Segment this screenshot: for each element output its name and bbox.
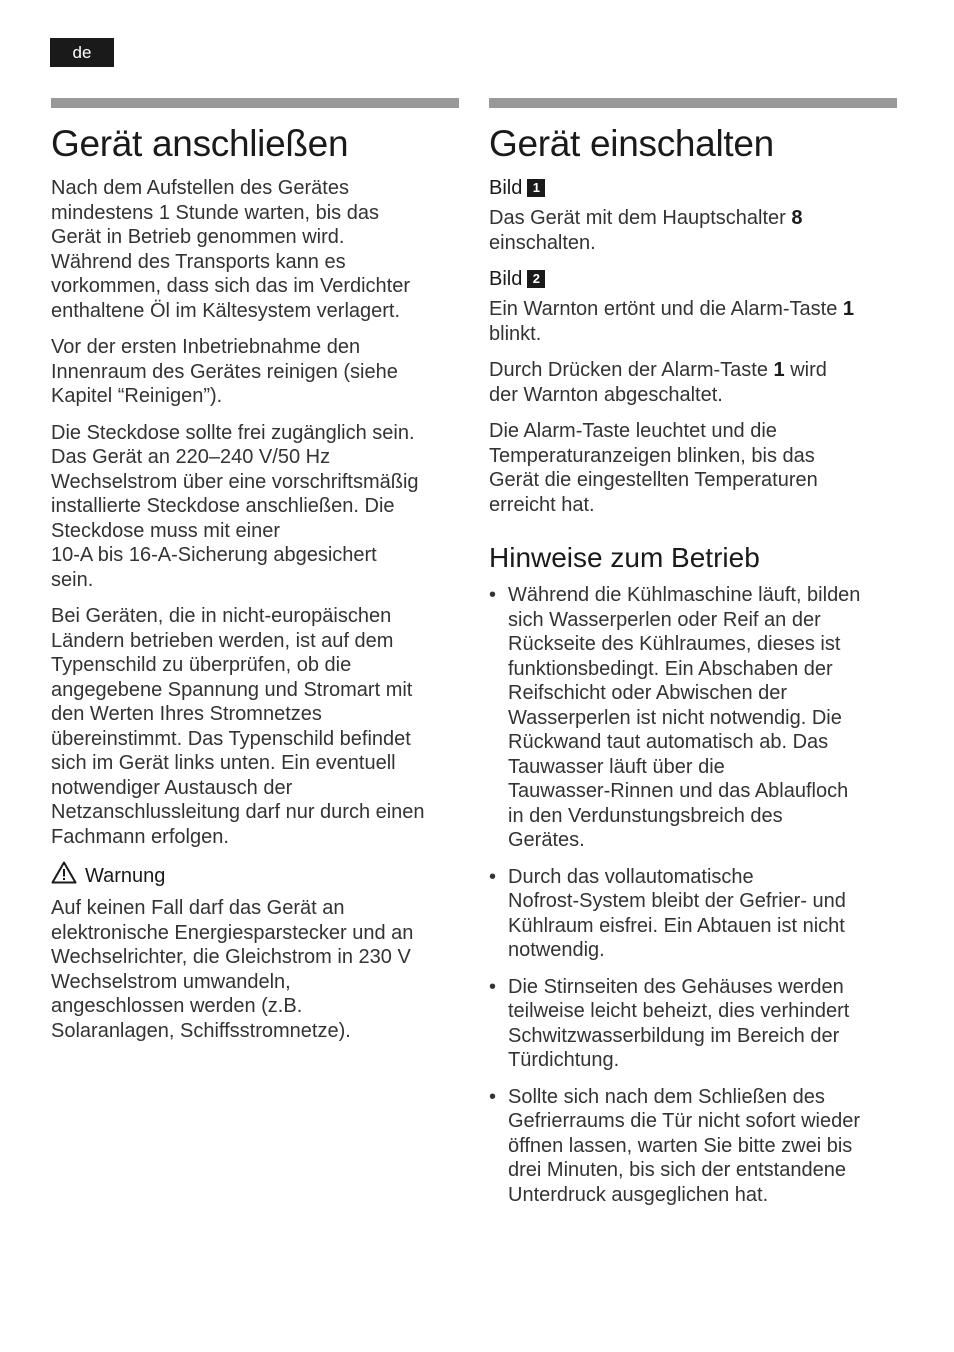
section-switch-on: [489, 98, 899, 1219]
warning-text: Auf keinen Fall darf das Gerät an elektronische Energiesparstecker und an Wechselrichter, die Gleichstrom in 230 V Wechselstrom umwandeln, angeschlossen werden (z.B. Solaranlagen, Schiffsstromnetze).: [51, 897, 414, 1042]
warning-label: Warnung: [85, 864, 166, 887]
list-item: • Durch das vollautomatische Nofrost-System bleibt der Gefrier- und Kühlraum eisfrei. Ein Abtauen ist nicht notwendig.: [489, 865, 899, 963]
warning-heading: [51, 861, 463, 890]
section-title: Gerät einschalten: [489, 123, 774, 164]
figure-reference: Bild 1: [489, 176, 899, 200]
paragraph: Die Steckdose sollte frei zugänglich sein. Das Gerät an 220–240 V/50 Hz Wechselstrom über eine vorschriftsmäßig installierte Steckdose anschließen. Die Steckdose muss mit einer 10-A bis 16-A-Sicherung abgesichert sein.: [51, 421, 419, 591]
subsection-title: Hinweise zum Betrieb: [489, 542, 760, 573]
figure-number: 2: [527, 270, 545, 288]
list-item: • Während die Kühlmaschine läuft, bilden sich Wasserperlen oder Reif an der Rückseite des Kühlraumes, dieses ist funktionsbedingt. Ein Abschaben der Reifschicht oder Abwischen der Wasserperlen ist nicht notwendig. Die Rückwand taut automatisch ab. Das Tauwasser läuft über die Tauwasser-Rinnen und das Ablaufloch in den Verdunstungsbreich des Gerätes.: [489, 583, 899, 853]
figure-reference: Bild 2: [489, 267, 899, 291]
paragraph: Die Alarm-Taste leuchtet und die Temperaturanzeigen blinken, bis das Gerät die eingestellten Temperaturen erreicht hat.: [489, 420, 818, 516]
paragraph: Ein Warnton ertönt und die Alarm-Taste 1 blinkt.: [489, 298, 855, 345]
bullet-list: [489, 583, 899, 1207]
section-title: Gerät anschließen: [51, 123, 349, 164]
section-connect: [51, 98, 463, 1055]
paragraph: Durch Drücken der Alarm-Taste 1 wird der Warnton abgeschaltet.: [489, 359, 827, 406]
paragraph: Vor der ersten Inbetriebnahme den Innenraum des Gerätes reinigen (siehe Kapitel “Reinigen”).: [51, 336, 398, 407]
paragraph: Nach dem Aufstellen des Gerätes mindestens 1 Stunde warten, bis das Gerät in Betrieb genommen wird. Während des Transports kann es vorkommen, dass sich das im Verdichter enthaltene Öl im Kältesystem verlagert.: [51, 177, 411, 322]
section-divider: [51, 98, 459, 108]
section-divider: [489, 98, 897, 108]
warning-icon: [51, 861, 77, 890]
list-item: • Sollte sich nach dem Schließen des Gefrierraums die Tür nicht sofort wieder öffnen lassen, warten Sie bitte zwei bis drei Minuten, bis sich der entstandene Unterdruck ausgeglichen hat.: [489, 1085, 899, 1208]
paragraph: Bei Geräten, die in nicht-europäischen Ländern betrieben werden, ist auf dem Typenschild zu überprüfen, ob die angegebene Spannung und Stromart mit den Werten Ihres Stromnetzes übereinstimmt. Das Typenschild befindet sich im Gerät links unten. Ein eventuell notwendiger Austausch der Netzanschlussleitung darf nur durch einen Fachmann erfolgen.: [51, 605, 425, 848]
language-tag: de: [50, 38, 114, 67]
figure-number: 1: [527, 179, 545, 197]
list-item: • Die Stirnseiten des Gehäuses werden teilweise leicht beheizt, dies verhindert Schwitzwasserbildung im Bereich der Türdichtung.: [489, 975, 899, 1073]
paragraph: Das Gerät mit dem Hauptschalter 8 einschalten.: [489, 207, 803, 254]
